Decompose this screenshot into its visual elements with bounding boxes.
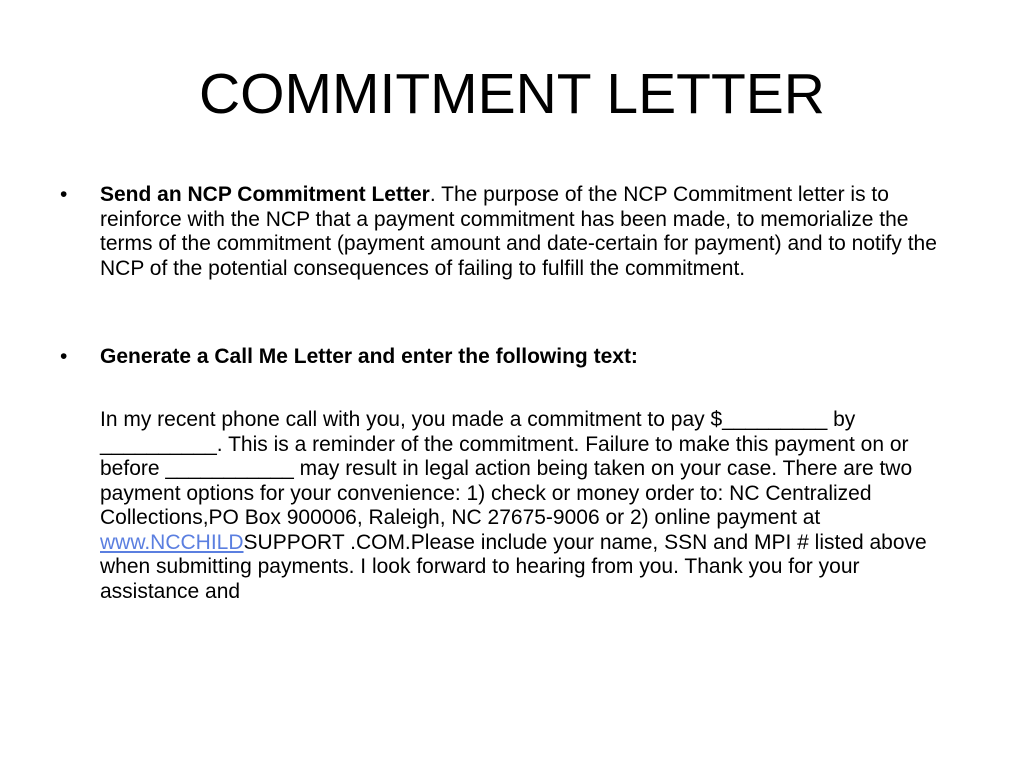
- bullet-text: [100, 345, 960, 370]
- bullet-body: . The purpose of the NCP Commitment letter is to reinforce with the NCP that a payment commitment has been made, to memorialize the terms of the commitment (payment amount and date-certain for payment) and to notify the NCP of the potential consequences of failing to fulfill the commitment.: [100, 183, 937, 280]
- bullet-text: [100, 183, 960, 281]
- letter-text: [100, 408, 960, 604]
- bullet-bold-lead: Send an NCP Commitment Letter: [100, 183, 430, 206]
- letter-text-part2: SUPPORT .COM.Please include your name, SSN and MPI # listed above when submitting payments. I look forward to hearing from you. Thank you for your assistance and: [100, 530, 927, 603]
- slide-title: COMMITMENT LETTER: [199, 62, 825, 126]
- support-website-link[interactable]: www.NCCHILD: [100, 530, 244, 554]
- bullet-dot-icon: •: [60, 183, 68, 206]
- bullet-dot-icon: •: [60, 345, 68, 368]
- letter-text-part1: In my recent phone call with you, you made a commitment to pay $_________ by __________. This is a reminder of the commitment. Failure to make this payment on or before ___________ may result in legal action being taken on your case. There are two payment options for your convenience: 1) check or money order to: NC Centralized Collections,PO Box 900006, Raleigh, NC 27675-9006 or 2) online payment at: [100, 408, 913, 529]
- bullet-bold-lead: Generate a Call Me Letter and enter the following text:: [100, 345, 638, 368]
